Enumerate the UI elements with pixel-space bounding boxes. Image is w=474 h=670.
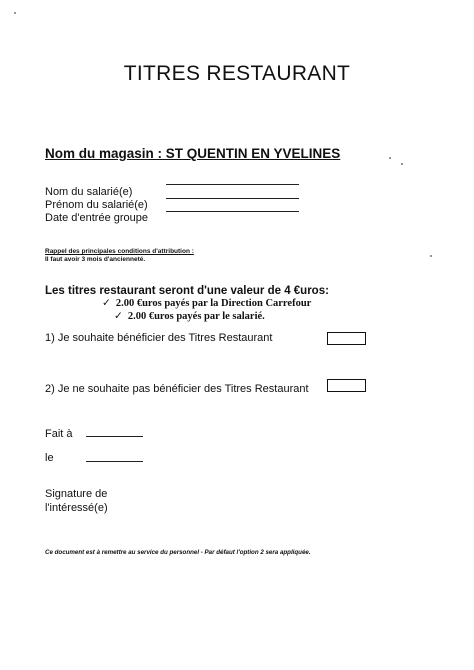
field-label-nom: Nom du salarié(e) <box>45 186 133 198</box>
footer-note: Ce document est à remettre au service du personnel - Par défaut l'option 2 sera appliquée. <box>45 549 311 556</box>
field-label-prenom: Prénom du salarié(e) <box>45 199 148 211</box>
contribution-direction <box>102 297 311 309</box>
date-line[interactable] <box>86 461 143 462</box>
conditions-text: Il faut avoir 3 mois d'ancienneté. <box>45 256 146 263</box>
scan-speck <box>389 157 391 159</box>
option-1-checkbox[interactable] <box>327 332 366 345</box>
contribution-employee-text: 2.00 €uros payés par le salarié. <box>127 311 265 322</box>
date-label: le <box>45 452 54 464</box>
document-title: TITRES RESTAURANT <box>123 62 351 85</box>
option-1-label: 1) Je souhaite bénéficier des Titres Restaurant <box>45 332 273 344</box>
fait-a-line[interactable] <box>86 436 143 437</box>
checkmark-icon: ✓ <box>114 310 123 322</box>
signature-label: Signature de l'intéressé(e) <box>45 488 108 514</box>
conditions-title: Rappel des principales conditions d'attribution : <box>45 248 194 255</box>
option-2-checkbox[interactable] <box>327 379 366 392</box>
field-line-prenom[interactable] <box>166 198 299 199</box>
contribution-direction-text: 2.00 €uros payés par la Direction Carrefour <box>115 298 312 309</box>
option-2-label: 2) Je ne souhaite pas bénéficier des Titres Restaurant <box>45 383 309 395</box>
fait-a-label: Fait à <box>45 428 73 440</box>
value-title: Les titres restaurant seront d'une valeur de 4 €uros: <box>45 285 329 297</box>
field-label-date-entree: Date d'entrée groupe <box>45 212 149 224</box>
store-name: Nom du magasin : ST QUENTIN EN YVELINES <box>45 146 341 161</box>
contribution-employee <box>114 310 265 322</box>
scan-speck <box>401 163 403 165</box>
checkmark-icon: ✓ <box>102 297 111 309</box>
field-line-date-entree[interactable] <box>166 211 299 212</box>
scan-speck <box>430 255 432 257</box>
field-line-nom[interactable] <box>166 184 299 185</box>
scan-speck <box>14 12 16 14</box>
